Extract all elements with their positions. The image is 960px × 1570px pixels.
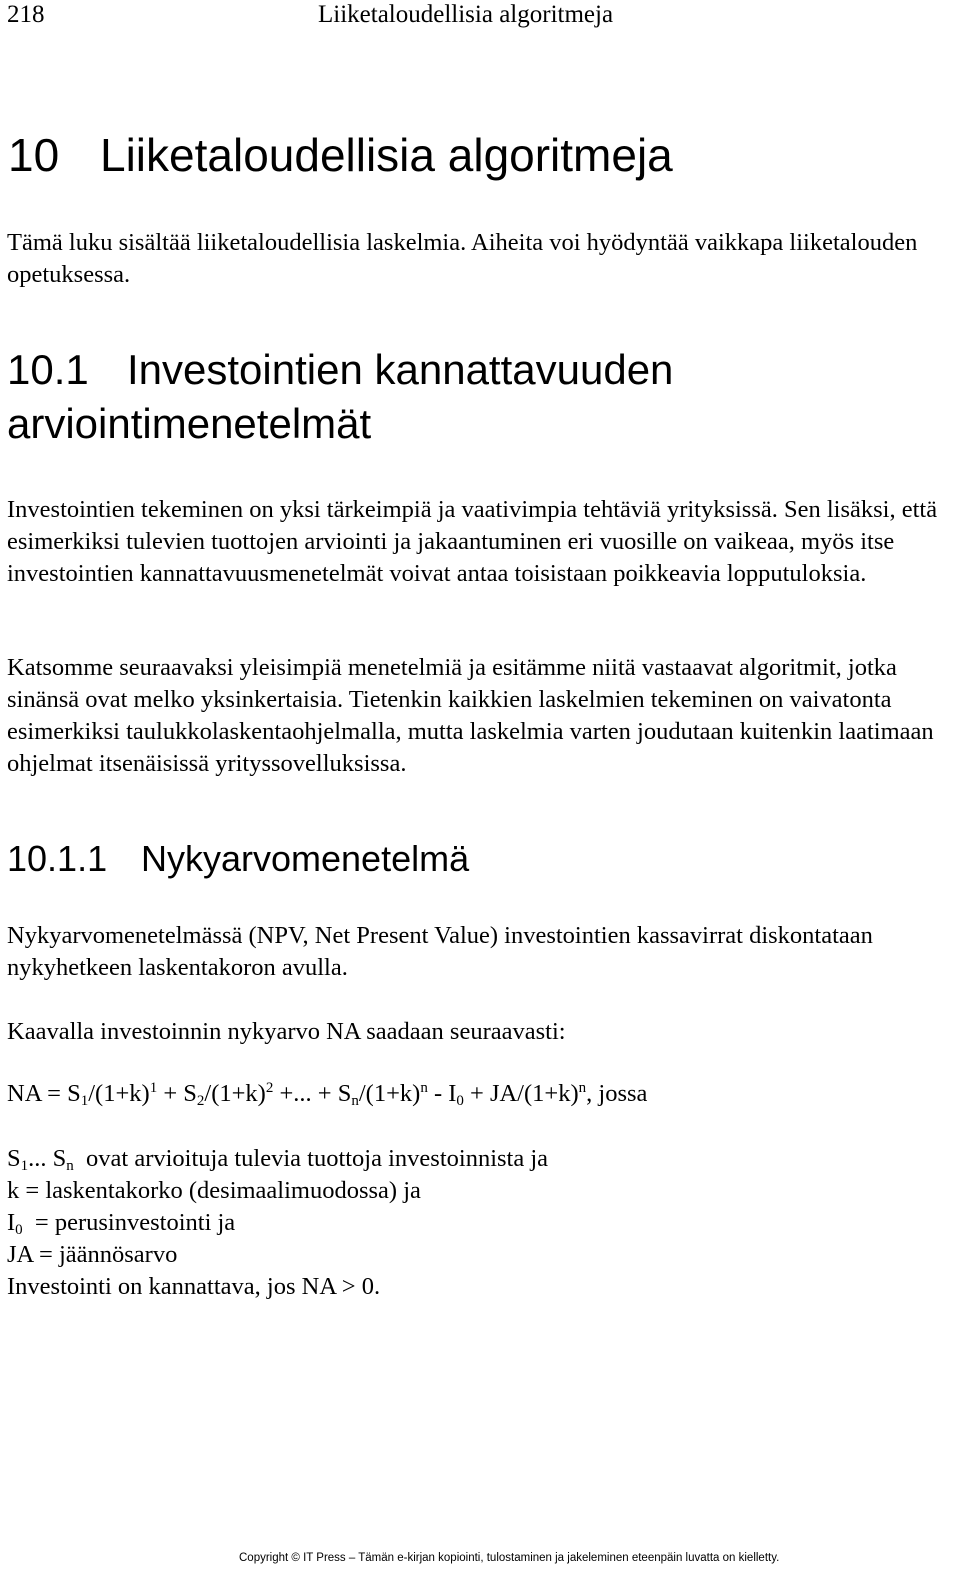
definition-ja: JA = jäännösarvo	[7, 1241, 178, 1268]
npv-formula	[7, 1078, 952, 1110]
section-title: Investointien kannattavuuden arviointimenetelmät	[7, 346, 674, 447]
formula-part: /(1+k)	[204, 1080, 266, 1107]
formula-part: /(1+k)	[358, 1080, 421, 1107]
definition-subscript: 0	[15, 1222, 23, 1238]
subsection-paragraph-1: Nykyarvomenetelmässä (NPV, Net Present Value) investointien kassavirrat diskontataan nykyhetkeen laskentakoron avulla.	[7, 922, 873, 981]
formula-definitions	[7, 1143, 952, 1303]
definition-part: ... S	[28, 1145, 67, 1172]
chapter-number: 10	[8, 129, 60, 181]
section-heading	[7, 343, 947, 451]
definition-subscript: 1	[20, 1158, 29, 1174]
formula-exponent: 1	[149, 1080, 158, 1096]
subsection-number: 10.1.1	[7, 838, 108, 879]
formula-part: +... + S	[273, 1080, 352, 1107]
formula-exponent: n	[420, 1080, 428, 1096]
copyright-footer: Copyright © IT Press – Tämän e-kirjan kopiointi, tulostaminen ja jakeleminen eteenpäin luvatta on kielletty.	[239, 1552, 780, 1564]
chapter-intro-paragraph: Tämä luku sisältää liiketaloudellisia laskelmia. Aiheita voi hyödyntää vaikkapa liiketalouden opetuksessa.	[7, 229, 918, 288]
formula-exponent: n	[578, 1080, 587, 1096]
definition-k: k = laskentakorko (desimaalimuodossa) ja	[7, 1177, 421, 1204]
running-title: Liiketaloudellisia algoritmeja	[318, 1, 614, 28]
definition-i0	[7, 1207, 952, 1239]
definition-part: ovat arvioituja tulevia tuottoja investoinnista ja	[73, 1145, 549, 1172]
profitability-condition: Investointi on kannattava, jos NA > 0.	[7, 1273, 381, 1300]
formula-subscript: n	[351, 1093, 359, 1109]
subsection-paragraph-2: Kaavalla investoinnin nykyarvo NA saadaan seuraavasti:	[7, 1018, 566, 1045]
formula-part: + JA/(1+k)	[463, 1080, 579, 1107]
definition-part: I	[7, 1209, 16, 1236]
chapter-title: Liiketaloudellisia algoritmeja	[100, 129, 673, 181]
formula-part: - I	[427, 1080, 457, 1107]
section-number: 10.1	[7, 346, 89, 393]
formula-subscript: 0	[456, 1093, 464, 1109]
formula-part: + S	[157, 1080, 197, 1107]
formula-subscript: 2	[196, 1093, 205, 1109]
chapter-heading	[8, 126, 673, 184]
formula-part: /(1+k)	[88, 1080, 150, 1107]
definition-subscript: n	[66, 1158, 74, 1174]
section-paragraph-1: Investointien tekeminen on yksi tärkeimpiä ja vaativimpia tehtäviä yrityksissä. Sen lisäksi, että esimerkiksi tulevien tuottojen arviointi ja jakaantuminen eri vuosille on vaikeaa, myös itse investointien kannattavuusmenetelmät voivat antaa toisistaan poikkeavia lopputuloksia.	[7, 496, 938, 587]
subsection-title: Nykyarvomenetelmä	[141, 838, 470, 879]
formula-exponent: 2	[265, 1080, 274, 1096]
definition-s	[7, 1143, 952, 1175]
definition-part: = perusinvestointi ja	[22, 1209, 236, 1236]
section-paragraph-2: Katsomme seuraavaksi yleisimpiä menetelmiä ja esitämme niitä vastaavat algoritmit, jotka sinänsä ovat melko yksinkertaisia. Tietenkin kaikkien laskelmien tekeminen on vaivatonta esimerkiksi taulukkolaskentaohjelmalla, mutta laskelmia varten joudutaan kuitenkin laatimaan ohjelmat itsenäisissä yrityssovelluksissa.	[7, 654, 934, 777]
running-header	[0, 0, 960, 32]
formula-part: NA = S	[7, 1080, 81, 1107]
formula-part: , jossa	[586, 1080, 648, 1107]
page-number: 218	[7, 1, 45, 28]
subsection-heading	[7, 836, 469, 882]
definition-part: S	[7, 1145, 21, 1172]
formula-subscript: 1	[80, 1093, 89, 1109]
